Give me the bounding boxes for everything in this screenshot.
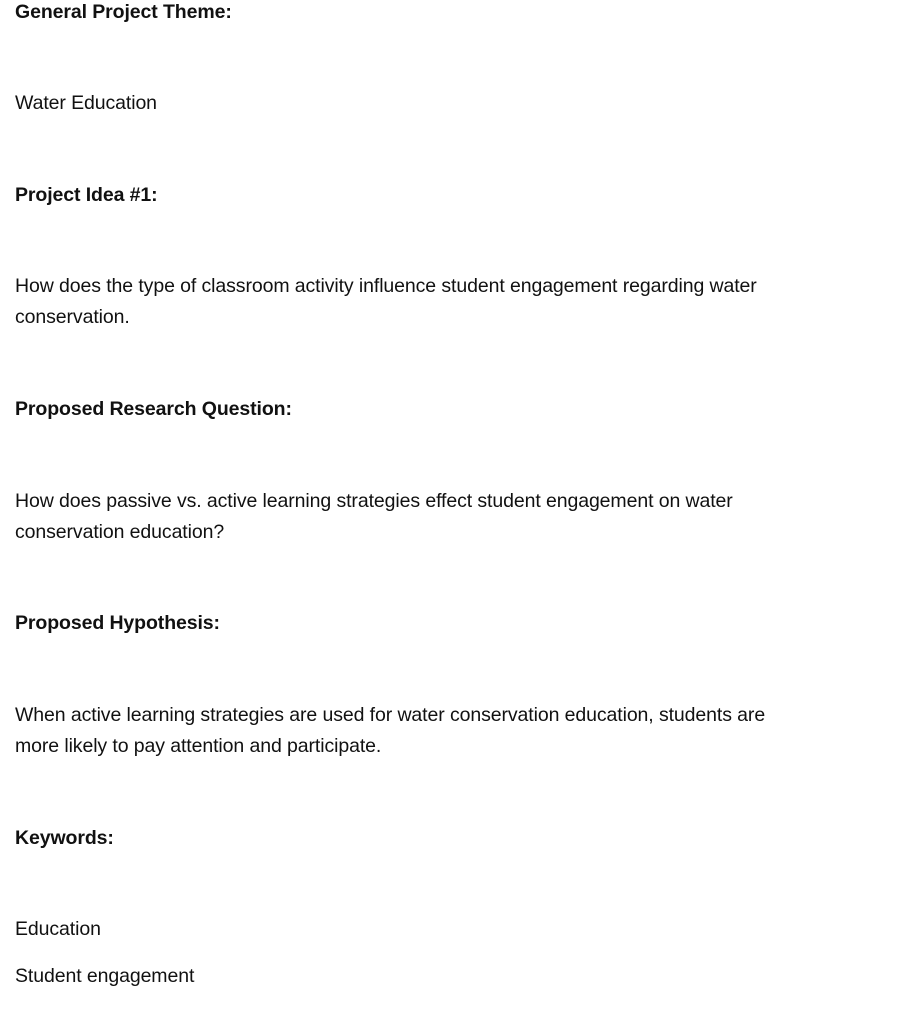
theme-value: Water Education — [15, 92, 157, 114]
idea-heading: Project Idea #1: — [15, 184, 158, 206]
keyword-item: Student engagement — [15, 965, 195, 987]
keywords-heading: Keywords: — [15, 827, 114, 849]
keyword-item: Education — [15, 918, 101, 940]
idea-text-line-1: How does the type of classroom activity influence student engagement regarding water — [15, 275, 757, 297]
hypothesis-text-line-1: When active learning strategies are used for water conservation education, students are — [15, 704, 766, 726]
question-text-line-1: How does passive vs. active learning strategies effect student engagement on water — [15, 490, 733, 512]
question-text-line-2: conservation education? — [15, 521, 225, 543]
hypothesis-text-line-2: more likely to pay attention and participate. — [15, 735, 382, 757]
question-heading: Proposed Research Question: — [15, 398, 292, 420]
hypothesis-heading: Proposed Hypothesis: — [15, 612, 220, 634]
idea-text-line-2: conservation. — [15, 306, 130, 328]
theme-heading: General Project Theme: — [15, 1, 232, 23]
